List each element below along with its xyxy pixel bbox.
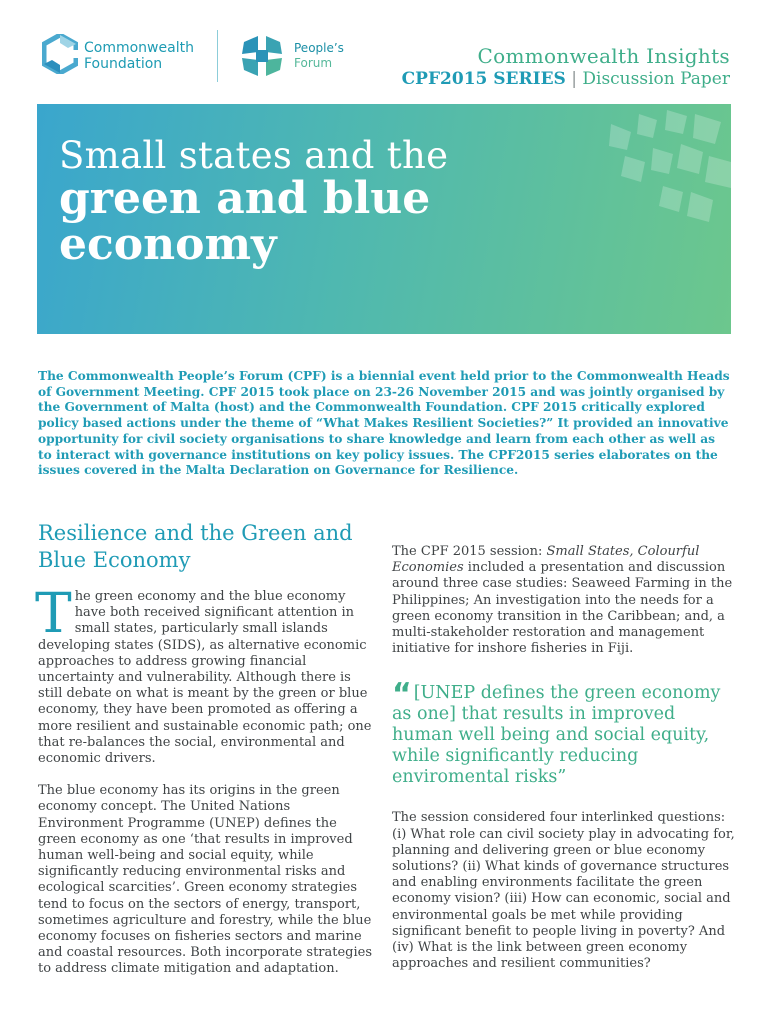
left-paragraph-2: The blue economy has its origins in the green economy concept. The United Nations Environment Programme (UNEP) defines the green economy as one ‘that results in improved human well-being and social equity, while significantly reducing environmental risks and ecological scarcities’. Green economy strategies tend to focus on the sectors of energy, transport, sometimes agriculture and forestry, while the blue economy focuses on fisheries sectors and marine and coastal resources. Both incorporate strategies to address climate mitigation and adaptation. (38, 783, 373, 977)
commonwealth-foundation-logo-icon (42, 34, 78, 74)
cf-name-line2: Foundation (84, 56, 163, 72)
right-paragraph-1-b: included a presentation and discussion around three case studies: Seaweed Farming in the Philippines; An investigation into the needs for a green economy transition in the Caribbean; and, a multi-stakeholder restoration and management initiative for inshore fisheries in Fiji. (392, 560, 733, 657)
document-title (59, 134, 448, 268)
title-line2: green and blue (59, 173, 431, 224)
cf-name-line1: Commonwealth (84, 40, 194, 56)
pull-quote (392, 679, 737, 788)
insights-title: Commonwealth Insights (477, 44, 730, 68)
pull-quote-text: [UNEP defines the green economy as one] that results in improved human well being and social equity, while significantly reducing enviromental risks” (392, 683, 721, 788)
quote-mark-icon: “ (392, 677, 412, 713)
title-banner (37, 104, 731, 334)
pf-name-line2: Forum (294, 56, 333, 70)
left-paragraph-1-text: he green economy and the blue economy have both received significant attention in small states, particularly small islands developing states (SIDS), as alternative economic approaches to address growing financial uncertainty and vulnerability. Although there is still debate on what is meant by the green or blue economy, they have been promoted as offering a more resilient and sustainable economic path; one that re-balances the social, environmental and economic drivers. (38, 589, 372, 767)
series-type: Discussion Paper (582, 69, 730, 89)
section-heading: Resilience and the Green and Blue Economy (38, 521, 353, 572)
pf-name-line1: People’s (294, 41, 344, 55)
series-line (402, 68, 730, 90)
intro-paragraph: The Commonwealth People’s Forum (CPF) is a biennial event held prior to the Commonwealth Heads of Government Meeting. CPF 2015 took place on 23-26 November 2015 and was jointly organised by the Government of Malta (host) and the Commonwealth Foundation. CPF 2015 critically explored policy based actions under the theme of “What Makes Resilient Societies?” It provided an innovative opportunity for civil society organisations to share knowledge and learn from each other as well as to interact with governance institutions on key policy issues. The CPF2015 series elaborates on the issues covered in the Malta Declaration on Governance for Resilience. (38, 369, 730, 478)
right-paragraph-2: The session considered four interlinked questions: (i) What role can civil society play in advocating for, planning and delivering green or blue economy solutions? (ii) What kinds of governance structures and enabling environments facilitate the green economy vision? (iii) How can economic, social and environmental goals be met while providing significant benefit to people living in poverty? And (iv) What is the link between green economy approaches and resilient communities? (392, 810, 735, 972)
series-name: CPF2015 SERIES (401, 69, 566, 89)
left-paragraph-1 (35, 581, 378, 767)
peoples-forum-name (294, 41, 344, 71)
left-column (35, 581, 378, 978)
peoples-forum-logo-icon (238, 32, 286, 80)
series-separator: | (571, 69, 577, 89)
logo-divider (217, 30, 218, 82)
drop-cap: T (35, 581, 72, 645)
title-line1: Small states and the (59, 134, 449, 177)
publication-header (402, 44, 730, 90)
right-column (392, 544, 737, 972)
decorative-pattern-icon (581, 104, 731, 244)
right-paragraph-1 (392, 544, 737, 657)
session-title: Small States, Colourful Economies (392, 544, 700, 576)
commonwealth-foundation-name (84, 40, 194, 72)
right-paragraph-1-a: The CPF 2015 session: (392, 544, 547, 559)
title-line3: economy (59, 219, 277, 270)
